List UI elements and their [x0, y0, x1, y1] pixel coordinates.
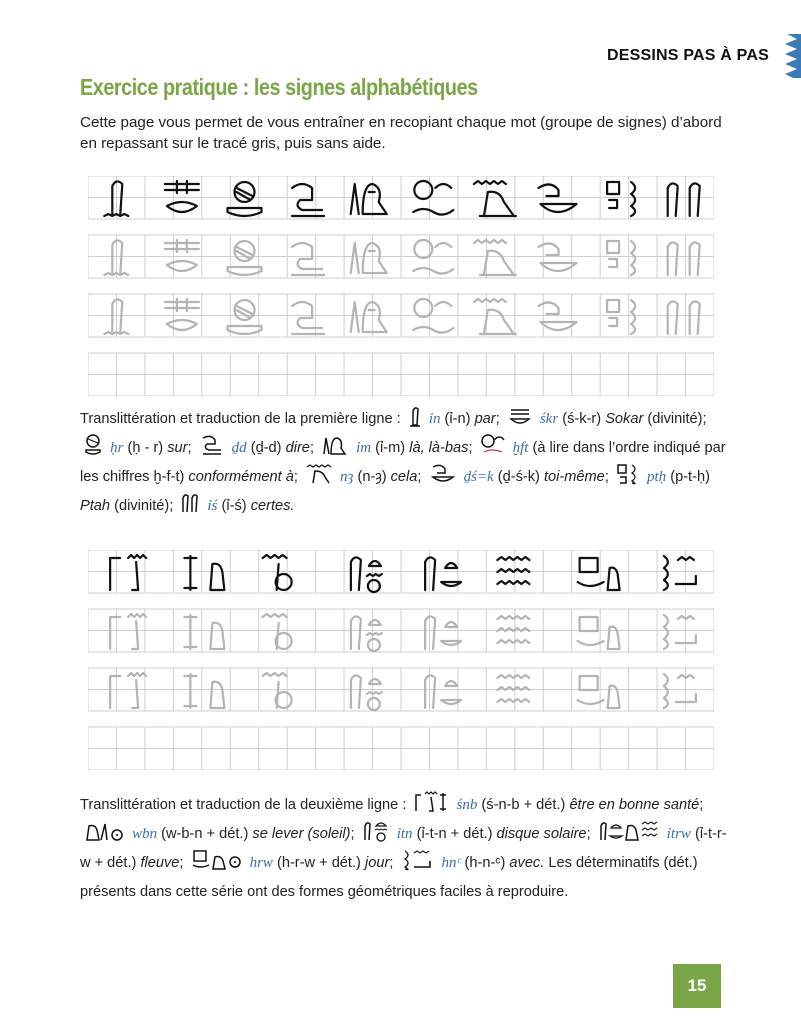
grid-1-glyph-9: [668, 183, 700, 216]
exercise-grid-line-1: [88, 176, 714, 396]
grid-2-glyph-5: [497, 616, 529, 643]
itn-group-icon: [362, 820, 390, 842]
grid-2-glyph-1: [184, 556, 224, 590]
vulture-water-icon: [305, 463, 333, 485]
sokar-sign-icon: [507, 407, 533, 427]
grid-1-glyph-6: [474, 181, 516, 216]
wbn-group-icon: [83, 820, 125, 842]
owl-icon: [321, 434, 349, 456]
hnc-group-icon: [400, 849, 434, 871]
grid-1-glyph-3: [292, 243, 324, 275]
grid-2-glyph-0: [110, 614, 146, 649]
grid-1-glyph-4: [351, 302, 387, 332]
grid-1-glyph-3: [292, 184, 324, 216]
grid-2-glyph-5: [497, 557, 529, 584]
grid-1-row-trace: [88, 235, 714, 278]
grid-2-row-model: [88, 550, 714, 593]
grid-2-glyph-6: [578, 558, 620, 590]
grid-2-svg: [88, 550, 714, 770]
page-title: Exercice pratique : les signes alphabétiques: [80, 74, 478, 100]
grid-1-glyph-1: [165, 240, 199, 271]
grid-2-glyph-4: [425, 675, 461, 708]
grid-1-glyph-1: [165, 181, 199, 212]
reed-bolt-icon: [180, 492, 200, 514]
section-header-tab: [591, 34, 801, 78]
grid-1-glyph-7: [539, 302, 577, 330]
grid-1-row-model: [88, 176, 714, 219]
grid-1-glyph-2: [228, 182, 262, 216]
grid-2-glyph-1: [184, 674, 224, 708]
hrw-group-icon: [191, 849, 243, 871]
grid-2-glyph-3: [351, 557, 382, 592]
grid-1-glyph-8: [607, 241, 635, 275]
grid-1-glyph-8: [607, 300, 635, 334]
grid-2-glyph-7: [664, 674, 696, 708]
line-2-translation: Translittération et traduction de la deuxième ligne : śnb (ś-n-b + dét.) être en bonne santé; wbn (w-b-n + dét.) se lever (soleil); ỉtn (ỉ-t-n + dét.) disque solaire; ỉtrw (ỉ-t-r-w + dét.) fleuve; hrw (h-r-w + dét.) jour; hnᶜ (h-n-ᶜ) avec. Les déterminatifs (dét.) présents dans cette série ont des formes géométriques faciles à reproduire.: [80, 791, 730, 907]
numbered-group-icon: [480, 434, 506, 456]
grid-2-glyph-1: [184, 615, 224, 649]
grid-2-row-empty: [88, 727, 714, 770]
grid-1-glyph-1: [165, 299, 199, 330]
grid-2-glyph-7: [664, 556, 696, 590]
grid-1-row-empty: [88, 353, 714, 396]
page-number: 15: [673, 964, 721, 1008]
grid-1-glyph-9: [668, 301, 700, 334]
grid-2-glyph-3: [351, 616, 382, 651]
cobra-basket-icon: [429, 463, 457, 485]
line-1-translation: Translittération et traduction de la première ligne : ỉn (ỉ-n) par; śkr (ś-k-r) Sokar (divinité); ḥr (ḥ - r) sur; ḏd (ḏ-d) dire; ỉm (ỉ-m) là, là-bas; ḫft (à lire dans l’ordre indiqué par les chiffres ḫ-f-t) conformément à; nȝ (n-ȝ) cela; ḏś=k (ḏ-ś-k) toi-même; ptḥ (p-t-ḥ) Ptah (divinité); ỉś (ỉ-ś) certes.: [80, 405, 730, 521]
grid-1-glyph-2: [228, 300, 262, 334]
stool-flax-icon: [616, 463, 640, 485]
grid-2-glyph-4: [425, 616, 461, 649]
grid-2-glyph-4: [425, 557, 461, 590]
grid-1-glyph-4: [351, 243, 387, 273]
grid-1-glyph-7: [539, 184, 577, 212]
grid-1-glyph-6: [474, 299, 516, 334]
intro-paragraph: Cette page vous permet de vous entraîner en recopiant chaque mot (groupe de signes) d’abord en repassant sur le tracé gris, puis sans aide.: [80, 114, 722, 152]
placenta-sign-icon: [83, 434, 103, 456]
grid-1-glyph-4: [351, 184, 387, 214]
grid-2-row-trace: [88, 668, 714, 711]
grid-2-glyph-7: [664, 615, 696, 649]
grid-1-svg: [88, 176, 714, 396]
grid-2-row-trace: [88, 609, 714, 652]
section-label: DESSINS PAS À PAS: [607, 47, 769, 64]
grid-1-glyph-8: [607, 182, 635, 216]
zigzag-edge-icon: [773, 34, 801, 78]
grid-1-glyph-3: [292, 302, 324, 334]
grid-2-glyph-6: [578, 617, 620, 649]
senb-group-icon: [413, 791, 449, 813]
grid-2-glyph-0: [110, 673, 146, 708]
grid-1-glyph-2: [228, 241, 262, 275]
grid-2-glyph-3: [351, 675, 382, 710]
exercise-grid-line-2: [88, 550, 714, 770]
itrw-group-icon: [598, 820, 660, 842]
grid-1-glyph-9: [668, 242, 700, 275]
cobra-hand-icon: [199, 434, 225, 456]
grid-1-glyph-7: [539, 243, 577, 271]
grid-2-glyph-6: [578, 676, 620, 708]
grid-1-glyph-6: [474, 240, 516, 275]
grid-1-row-trace: [88, 294, 714, 337]
reed-leaf-icon: [408, 405, 422, 427]
grid-2-glyph-5: [497, 675, 529, 702]
grid-2-glyph-0: [110, 555, 146, 590]
